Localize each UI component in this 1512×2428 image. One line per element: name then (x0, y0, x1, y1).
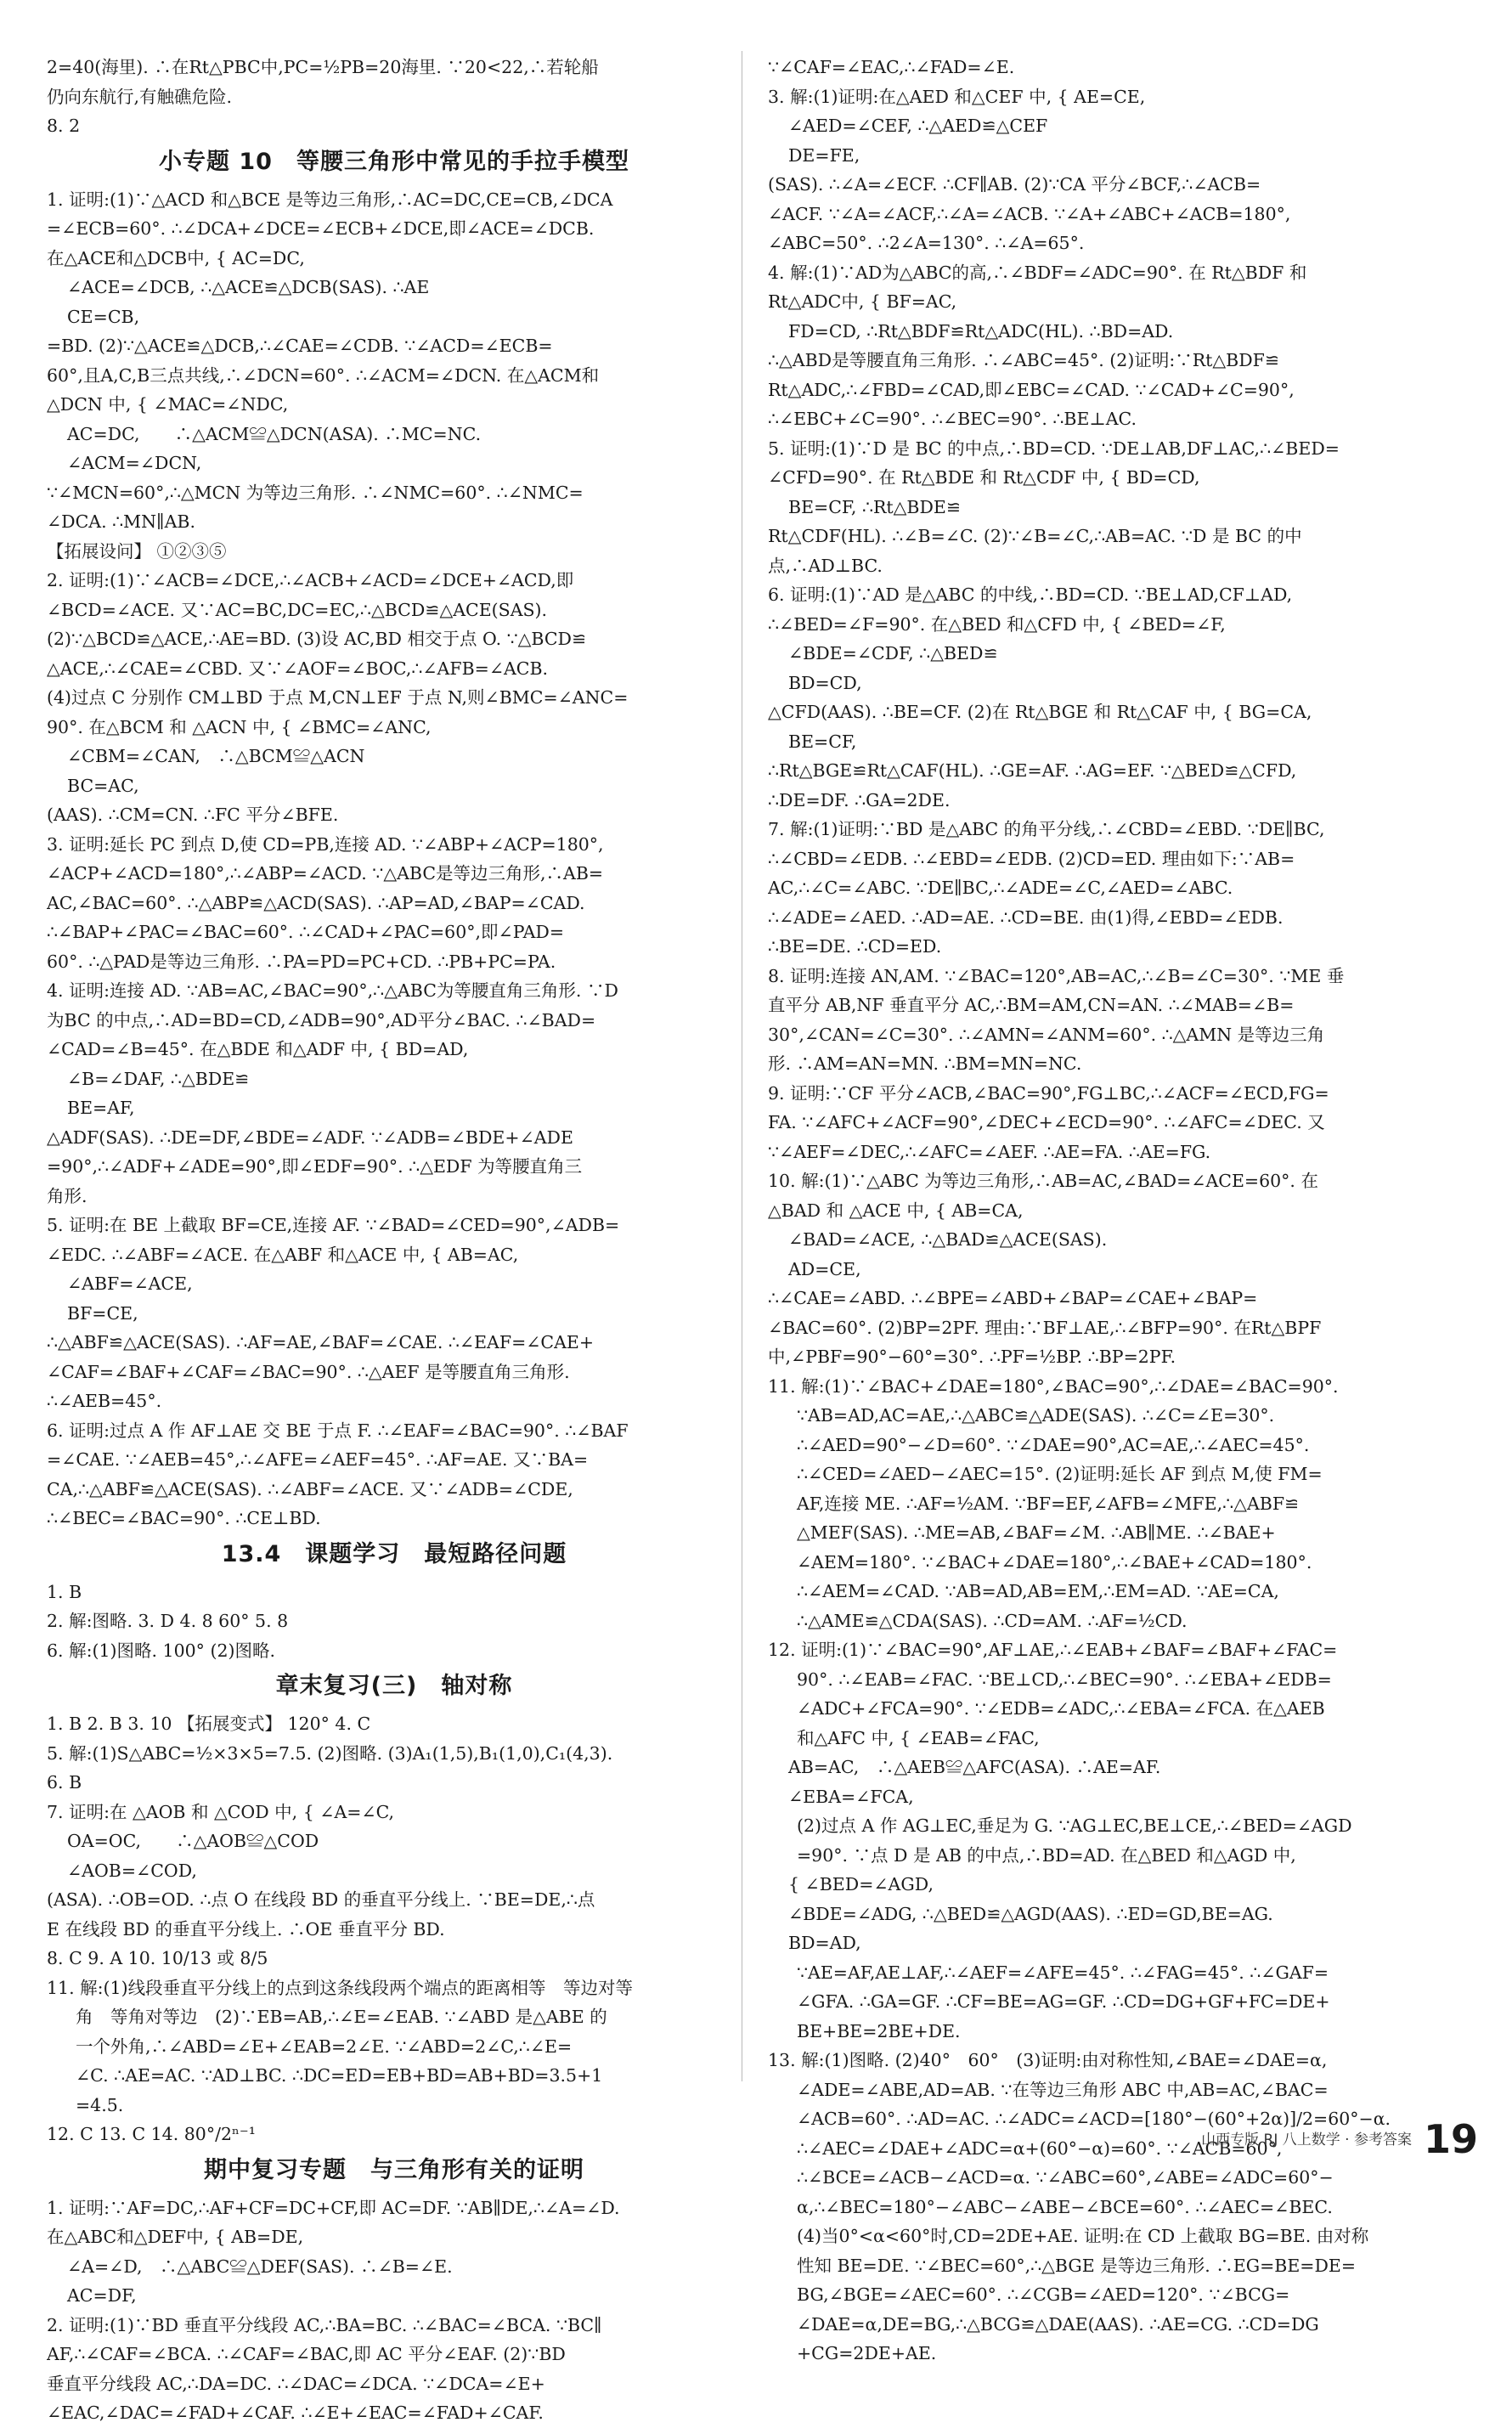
text-line: ∠BCD=∠ACE. 又∵AC=BC,DC=EC,∴△BCD≌△ACE(SAS). (47, 599, 548, 620)
text-line: △ACE,∴∠CAE=∠CBD. 又∵∠AOF=∠BOC,∴∠AFB=∠ACB. (47, 658, 549, 679)
text-line: 角 等角对等边 (2)∵EB=AB,∴∠E=∠EAB. ∵∠ABD 是△ABE 的 (76, 2007, 607, 2027)
text-line: Rt△CDF(HL). ∴∠B=∠C. (2)∵∠B=∠C,∴AB=AC. ∵D 是 BC 的中 (768, 526, 1302, 546)
text-line: 1. 证明:∵AF=DC,∴AF+CF=DC+CF,即 AC=DF. ∵AB∥DE,∴∠A=∠D. (47, 2197, 620, 2218)
text-line: 6. 解:(1)图略. 100° (2)图略. (47, 1640, 276, 1661)
section-heading: 期中复习专题 与三角形有关的证明 (204, 2156, 584, 2183)
text-line: 4. 解:(1)∵AD为△ABC的高,∴∠BDF=∠ADC=90°. 在 Rt△BDF 和 (768, 262, 1307, 283)
text-line: 1. B 2. B 3. 10 【拓展变式】 120° 4. C (47, 1714, 371, 1734)
text-line: OA=OC, ∴△AOB≌△COD (67, 1831, 319, 1851)
text-line: ∴∠CAE=∠ABD. ∴∠BPE=∠ABD+∠BAP=∠CAE+∠BAP= (768, 1288, 1258, 1308)
text-line: ∠BDE=∠ADG, ∴△BED≌△AGD(AAS). ∴ED=GD,BE=AG. (788, 1903, 1273, 1924)
text-line: ∵AB=AD,AC=AE,∴△ABC≌△ADE(SAS). ∴∠C=∠E=30°. (797, 1405, 1275, 1426)
right-column (768, 53, 1463, 2369)
text-line: 垂直平分线段 AC,∴DA=DC. ∴∠DAC=∠DCA. ∵∠DCA=∠E+ (47, 2373, 545, 2394)
text-line: =∠CAE. ∵∠AEB=45°,∴∠AFE=∠AEF=45°. ∴AF=AE. 又∵BA= (47, 1449, 589, 1470)
text-line: ∴∠BED=∠F=90°. 在△BED 和△CFD 中, { ∠BED=∠F, (768, 613, 1226, 635)
text-line: ∠B=∠DAF, ∴△BDE≌ (67, 1068, 250, 1089)
text-line: FA. ∵∠AFC+∠ACF=90°,∠DEC+∠ECD=90°. ∴∠AFC=∠DEC. 又 (768, 1112, 1325, 1132)
text-line: ∠EDC. ∴∠ABF=∠ACE. 在△ABF 和△ACE 中, { AB=AC, (47, 1244, 519, 1265)
section-heading: 小专题 10 等腰三角形中常见的手拉手模型 (159, 148, 629, 175)
text-line: BE+BE=2BE+DE. (797, 2020, 961, 2041)
text-line: 90°. 在△BCM 和 △ACN 中, { ∠BMC=∠ANC, (47, 716, 432, 737)
text-line: CA,∴△ABF≌△ACE(SAS). ∴∠ABF=∠ACE. 又∵∠ADB=∠CDE, (47, 1478, 573, 1499)
text-line: ∵∠AEF=∠DEC,∴∠AFC=∠AEF. ∴AE=FA. ∴AE=FG. (768, 1141, 1211, 1162)
text-line: 5. 解:(1)S△ABC=½×3×5=7.5. (2)图略. (3)A₁(1,5),B₁(1,0),C₁(4,3). (47, 1742, 613, 1764)
text-line: ∠ACP+∠ACD=180°,∴∠ABP=∠ACD. ∵△ABC是等边三角形,∴AB= (47, 863, 604, 884)
text-line: 3. 解:(1)证明:在△AED 和△CEF 中, { AE=CE, (768, 86, 1146, 107)
text-line: ∠GFA. ∴GA=GF. ∴CF=BE=AG=GF. ∴CD=DG+GF+FC=DE+ (797, 1991, 1330, 2012)
text-line: 12. C 13. C 14. 80°/2ⁿ⁻¹ (47, 2124, 256, 2144)
text-line: 2=40(海里). ∴在Rt△PBC中,PC=½PB=20海里. ∵20<22,∴若轮船 (47, 57, 599, 77)
text-line: Rt△ADC中, { BF=AC, (768, 291, 957, 312)
text-line: 6. 证明:(1)∵AD 是△ABC 的中线,∴BD=CD. ∵BE⊥AD,CF⊥AD, (768, 584, 1293, 605)
text-line: 7. 解:(1)证明:∵BD 是△ABC 的角平分线,∴∠CBD=∠EBD. ∵DE∥BC, (768, 819, 1325, 839)
text-line: ∴∠AED=90°−∠D=60°. ∵∠DAE=90°,AC=AE,∴∠AEC=45°. (797, 1434, 1310, 1455)
text-line: ∴Rt△BGE≌Rt△CAF(HL). ∴GE=AF. ∴AG=EF. ∵△BED≌△CFD, (768, 760, 1297, 781)
text-line: 为BC 的中点,∴AD=BD=CD,∠ADB=90°,AD平分∠BAC. ∴∠BAD= (47, 1009, 596, 1030)
text-line: ∠ABF=∠ACE, (67, 1273, 193, 1294)
text-line: 在△ABC和△DEF中, { AB=DE, (47, 2227, 304, 2247)
text-line: ∠BAC=60°. (2)BP=2PF. 理由:∵BF⊥AE,∴∠BFP=90°. 在Rt△BPF (768, 1317, 1322, 1338)
text-line: 4. 证明:连接 AD. ∵AB=AC,∠BAC=90°,∴△ABC为等腰直角三角形. ∵D (47, 980, 618, 1001)
text-line: ∠EAC,∠DAC=∠FAD+∠CAF. ∴∠E+∠EAC=∠FAD+∠CAF. (47, 2403, 544, 2423)
text-line: AF,∴∠CAF=∠BCA. ∴∠CAF=∠BAC,即 AC 平分∠EAF. (2)∵BD (47, 2344, 566, 2364)
text-line: BF=CE, (67, 1302, 138, 1324)
text-line: ∠A=∠D, ∴△ABC≌△DEF(SAS). ∴∠B=∠E. (67, 2256, 453, 2277)
text-line: ∠DAE=α,DE=BG,∴△BCG≌△DAE(AAS). ∴AE=CG. ∴CD=DG (797, 2313, 1319, 2335)
text-line: BG,∠BGE=∠AEC=60°. ∴∠CGB=∠AED=120°. ∵∠BCG= (797, 2284, 1290, 2305)
text-line: ∵∠CAF=∠EAC,∴∠FAD=∠E. (768, 57, 1015, 77)
section-heading: 13.4 课题学习 最短路径问题 (221, 1540, 567, 1567)
text-line: ∴∠AEC=∠DAE+∠ADC=α+(60°−α)=60°. ∵∠ACB=60°, (797, 2137, 1283, 2159)
text-line: ∴∠EBC+∠C=90°. ∴∠BEC=90°. ∴BE⊥AC. (768, 409, 1137, 429)
text-line: BE=AF, (67, 1098, 135, 1118)
text-line: AB=AC, ∴△AEB≌△AFC(ASA). ∴AE=AF. (788, 1757, 1161, 1777)
text-line: Rt△ADC,∴∠FBD=∠CAD,即∠EBC=∠CAD. ∵∠CAD+∠C=90°, (768, 379, 1295, 400)
text-line: +CG=2DE+AE. (797, 2343, 937, 2363)
text-line: CE=CB, (67, 306, 140, 327)
text-line: ∠ACF. ∵∠A=∠ACF,∴∠A=∠ACB. ∵∠A+∠ABC+∠ACB=180°, (768, 203, 1291, 224)
text-line: 直平分 AB,NF 垂直平分 AC,∴BM=AM,CN=AN. ∴∠MAB=∠B= (768, 995, 1295, 1015)
text-line: ∠AED=∠CEF, ∴△AED≌△CEF (788, 116, 1048, 136)
text-line: 11. 解:(1)∵∠BAC+∠DAE=180°,∠BAC=90°,∴∠DAE=∠BAC=90°. (768, 1375, 1339, 1397)
text-line: 1. B (47, 1581, 82, 1602)
text-line: 60°. ∴△PAD是等边三角形. ∴PA=PD=PC+CD. ∴PB+PC=PA. (47, 951, 556, 972)
text-line: { ∠BED=∠AGD, (788, 1874, 934, 1894)
text-line: 90°. ∴∠EAB=∠FAC. ∵BE⊥CD,∴∠BEC=90°. ∴∠EBA+∠EDB= (797, 1669, 1332, 1690)
page-number: 19 (1423, 2116, 1478, 2162)
text-line: △CFD(AAS). ∴BE=CF. (2)在 Rt△BGE 和 Rt△CAF 中, { BG=CA, (768, 702, 1312, 722)
text-line: BE=CF, ∴Rt△BDE≌ (788, 496, 962, 517)
text-line: 形. ∴AM=AN=MN. ∴BM=MN=NC. (768, 1053, 1082, 1074)
text-line: △MEF(SAS). ∴ME=AB,∠BAF=∠M. ∴AB∥ME. ∴∠BAE+ (797, 1522, 1276, 1543)
text-line: AC,∴∠C=∠ABC. ∵DE∥BC,∴∠ADE=∠C,∠AED=∠ABC. (768, 878, 1233, 898)
text-line: ∠DCA. ∴MN∥AB. (47, 511, 195, 532)
text-line: 30°,∠CAN=∠C=30°. ∴∠AMN=∠ANM=60°. ∴△AMN 是等边三角 (768, 1024, 1325, 1045)
text-line: DE=FE, (788, 144, 860, 166)
text-line: =∠ECB=60°. ∴∠DCA+∠DCE=∠ECB+∠DCE,即∠ACE=∠DCB. (47, 218, 595, 239)
text-line: α,∴∠BEC=180°−∠ABC−∠ABE−∠BCE=60°. ∴∠AEC=∠BEC. (797, 2196, 1333, 2217)
section-heading: 章末复习(三) 轴对称 (275, 1673, 513, 1699)
text-line: ∠BAD=∠ACE, ∴△BAD≌△ACE(SAS). (788, 1229, 1108, 1250)
text-line: ∠CAF=∠BAF+∠CAF=∠BAC=90°. ∴△AEF 是等腰直角三角形. (47, 1361, 570, 1382)
page-footer (1201, 2115, 1478, 2160)
text-line: =4.5. (76, 2094, 124, 2115)
text-line: ∵AE=AF,AE⊥AF,∴∠AEF=∠AFE=45°. ∴∠FAG=45°. ∴∠GAF= (797, 1962, 1329, 1983)
text-line: 一个外角,∴∠ABD=∠E+∠EAB=2∠E. ∵∠ABD=2∠C,∴∠E= (76, 2036, 573, 2057)
text-line: BC=AC, (67, 775, 139, 796)
text-line: (SAS). ∴∠A=∠ECF. ∴CF∥AB. (2)∵CA 平分∠BCF,∴∠ACB= (768, 174, 1261, 195)
text-line: ∴△AME≌△CDA(SAS). ∴CD=AM. ∴AF=½CD. (797, 1610, 1188, 1631)
text-line: ∴△ABF≌△ACE(SAS). ∴AF=AE,∠BAF=∠CAE. ∴∠EAF=∠CAE+ (47, 1332, 595, 1352)
text-line: ∴△ABD是等腰直角三角形. ∴∠ABC=45°. (2)证明:∵Rt△BDF≌ (768, 350, 1280, 370)
text-line: 13. 解:(1)图略. (2)40° 60° (3)证明:由对称性知,∠BAE=∠DAE=α, (768, 2050, 1328, 2070)
text-line: 6. B (47, 1772, 82, 1793)
text-line: 8. 2 (47, 116, 81, 136)
text-line: ∠ABC=50°. ∴2∠A=130°. ∴∠A=65°. (768, 233, 1085, 253)
text-line: ∵∠MCN=60°,∴△MCN 为等边三角形. ∴∠NMC=60°. ∴∠NMC= (47, 482, 584, 503)
text-line: ∴DE=DF. ∴GA=2DE. (768, 789, 951, 810)
text-line: (ASA). ∴OB=OD. ∴点 O 在线段 BD 的垂直平分线上. ∵BE=DE,∴点 (47, 1889, 595, 1910)
text-line: △DCN 中, { ∠MAC=∠NDC, (47, 394, 289, 415)
text-line: 5. 证明:在 BE 上截取 BF=CE,连接 AF. ∵∠BAD=∠CED=90°,∠ADB= (47, 1215, 620, 1235)
text-line: 2. 证明:(1)∵BD 垂直平分线段 AC,∴BA=BC. ∴∠BAC=∠BCA. ∵BC∥ (47, 2314, 602, 2335)
text-line: 6. 证明:过点 A 作 AF⊥AE 交 BE 于点 F. ∴∠EAF=∠BAC=90°. ∴∠BAF (47, 1420, 629, 1441)
text-line: ∴∠ADE=∠AED. ∴AD=AE. ∴CD=BE. 由(1)得,∠EBD=∠EDB. (768, 906, 1284, 928)
text-line: ∴∠AEB=45°. (47, 1391, 162, 1411)
text-line: ∠BDE=∠CDF, ∴△BED≌ (788, 643, 998, 663)
text-line: 2. 解:图略. 3. D 4. 8 60° 5. 8 (47, 1611, 289, 1631)
text-line: ∠CBM=∠CAN, ∴△BCM≌△ACN (67, 746, 365, 766)
text-line: =90°. ∵点 D 是 AB 的中点,∴BD=AD. 在△BED 和△AGD 中, (797, 1844, 1296, 1866)
text-line: 9. 证明:∵CF 平分∠ACB,∠BAC=90°,FG⊥BC,∴∠ACF=∠ECD,FG= (768, 1082, 1329, 1104)
text-line: 3. 证明:延长 PC 到点 D,使 CD=PB,连接 AD. ∵∠ABP+∠ACP=180°, (47, 833, 604, 855)
text-line: 7. 证明:在 △AOB 和 △COD 中, { ∠A=∠C, (47, 1801, 395, 1822)
text-line: AC=DC, ∴△ACM≌△DCN(ASA). ∴MC=NC. (67, 423, 482, 444)
text-line: △BAD 和 △ACE 中, { AB=CA, (768, 1200, 1024, 1221)
text-line: BD=AD, (788, 1933, 861, 1953)
text-line: (AAS). ∴CM=CN. ∴FC 平分∠BFE. (47, 805, 339, 825)
text-line: 2. 证明:(1)∵∠ACB=∠DCE,∴∠ACB+∠ACD=∠DCE+∠ACD,即 (47, 570, 574, 590)
text-line: 中,∠PBF=90°−60°=30°. ∴PF=½BP. ∴BP=2PF. (768, 1347, 1176, 1367)
text-line: BD=CD, (788, 672, 862, 693)
text-line: AC,∠BAC=60°. ∴△ABP≌△ACD(SAS). ∴AP=AD,∠BAP=∠CAD. (47, 892, 585, 913)
text-line: ∴∠BAP+∠PAC=∠BAC=60°. ∴∠CAD+∠PAC=60°,即∠PAD= (47, 922, 565, 942)
text-line: ∠AEM=180°. ∵∠BAC+∠DAE=180°,∴∠BAE+∠CAD=180°. (797, 1551, 1312, 1573)
text-line: ∴∠AEM=∠CAD. ∵AB=AD,AB=EM,∴EM=AD. ∵AE=CA, (797, 1581, 1279, 1601)
text-line: ∠CFD=90°. 在 Rt△BDE 和 Rt△CDF 中, { BD=CD, (768, 467, 1200, 488)
text-line: 点,∴AD⊥BC. (768, 555, 883, 576)
text-line: △ADF(SAS). ∴DE=DF,∠BDE=∠ADF. ∵∠ADB=∠BDE+∠ADE (47, 1126, 573, 1148)
text-line: AC=DF, (67, 2285, 137, 2306)
text-line: ∴∠BEC=∠BAC=90°. ∴CE⊥BD. (47, 1508, 321, 1528)
text-line: 和△AFC 中, { ∠EAB=∠FAC, (797, 1727, 1040, 1748)
text-line: ∠ADE=∠ABE,AD=AB. ∵在等边三角形 ABC 中,AB=AC,∠BAC= (797, 2079, 1329, 2100)
text-line: 8. C 9. A 10. 10/13 或 8/5 (47, 1948, 268, 1968)
text-line: 在△ACE和△DCB中, { AC=DC, (47, 247, 305, 268)
text-line: 性知 BE=DE. ∵∠BEC=60°,∴△BGE 是等边三角形. ∴EG=BE=DE= (797, 2255, 1357, 2276)
text-line: 5. 证明:(1)∵D 是 BC 的中点,∴BD=CD. ∵DE⊥AB,DF⊥AC,∴∠BED= (768, 438, 1340, 459)
text-line: BE=CF, (788, 731, 857, 752)
text-line: ∠AOB=∠COD, (67, 1860, 197, 1881)
text-line: AF,连接 ME. ∴AF=½AM. ∵BF=EF,∠AFB=∠MFE,∴△ABF≌ (797, 1493, 1300, 1514)
text-line: 角形. (47, 1185, 87, 1206)
text-line: AD=CE, (788, 1258, 861, 1279)
text-line: 8. 证明:连接 AN,AM. ∵∠BAC=120°,AB=AC,∴∠B=∠C=30°. ∵ME 垂 (768, 965, 1345, 986)
text-line: ∠C. ∴AE=AC. ∵AD⊥BC. ∴DC=ED=EB+BD=AB+BD=3.5+1 (76, 2065, 603, 2086)
footer-text: 山西专版 RJ 八上数学 · 参考答案 (1201, 2131, 1412, 2148)
text-line: ∴∠CBD=∠EDB. ∴∠EBD=∠EDB. (2)CD=ED. 理由如下:∵AB= (768, 848, 1295, 869)
text-line: 60°,且A,C,B三点共线,∴∠DCN=60°. ∴∠ACM=∠DCN. 在△ACM和 (47, 364, 600, 386)
text-line: 11. 解:(1)线段垂直平分线上的点到这条线段两个端点的距离相等 等边对等 (47, 1977, 634, 1998)
text-line: FD=CD, ∴Rt△BDF≌Rt△ADC(HL). ∴BD=AD. (788, 320, 1174, 342)
text-line: 12. 证明:(1)∵∠BAC=90°,AF⊥AE,∴∠EAB+∠BAF=∠BAF+∠FAC= (768, 1640, 1338, 1660)
text-line: ∴∠BCE=∠ACB−∠ACD=α. ∵∠ABC=60°,∠ABE=∠ADC=60°− (797, 2167, 1334, 2188)
text-line: ∴BE=DE. ∴CD=ED. (768, 936, 942, 957)
text-line: ∠EBA=∠FCA, (788, 1786, 914, 1807)
text-line: =90°,∴∠ADF+∠ADE=90°,即∠EDF=90°. ∴△EDF 为等腰直角三 (47, 1156, 583, 1177)
text-line: =BD. (2)∵△ACE≌△DCB,∴∠CAE=∠CDB. ∵∠ACD=∠ECB= (47, 336, 553, 356)
text-line: ∴∠CED=∠AED−∠AEC=15°. (2)证明:延长 AF 到点 M,使 FM= (797, 1464, 1323, 1484)
text-line: 【拓展设问】 ①②③⑤ (47, 540, 227, 562)
left-column (47, 53, 742, 2428)
text-line: 1. 证明:(1)∵△ACD 和△BCE 是等边三角形,∴AC=DC,CE=CB,∠DCA (47, 189, 613, 210)
text-line: (2)过点 A 作 AG⊥EC,垂足为 G. ∵AG⊥EC,BE⊥CE,∴∠BED=∠AGD (797, 1815, 1352, 1836)
text-line: (4)过点 C 分别作 CM⊥BD 于点 M,CN⊥EF 于点 N,则∠BMC=∠ANC= (47, 687, 629, 708)
text-line: 10. 解:(1)∵△ABC 为等边三角形,∴AB=AC,∠BAD=∠ACE=60°. 在 (768, 1171, 1318, 1191)
text-line: ∠ACE=∠DCB, ∴△ACE≌△DCB(SAS). ∴AE (67, 277, 430, 297)
text-line: (4)当0°<α<60°时,CD=2DE+AE. 证明:在 CD 上截取 BG=BE. 由对称 (797, 2226, 1369, 2246)
text-line: ∠CAD=∠B=45°. 在△BDE 和△ADF 中, { BD=AD, (47, 1039, 469, 1059)
text-line: ∠ADC+∠FCA=90°. ∵∠EDB=∠ADC,∴∠EBA=∠FCA. 在△AEB (797, 1698, 1325, 1719)
text-line: ∠ACM=∠DCN, (67, 453, 202, 473)
text-line: (2)∵△BCD≌△ACE,∴AE=BD. (3)设 AC,BD 相交于点 O. ∵△BCD≌ (47, 629, 587, 649)
text-line: 仍向东航行,有触礁危险. (47, 86, 233, 107)
text-line: ∠ACB=60°. ∴AD=AC. ∴∠ADC=∠ACD=[180°−(60°+2α)]/2=60°−α. (797, 2109, 1391, 2129)
text-line: E 在线段 BD 的垂直平分线上. ∴OE 垂直平分 BD. (47, 1918, 445, 1940)
